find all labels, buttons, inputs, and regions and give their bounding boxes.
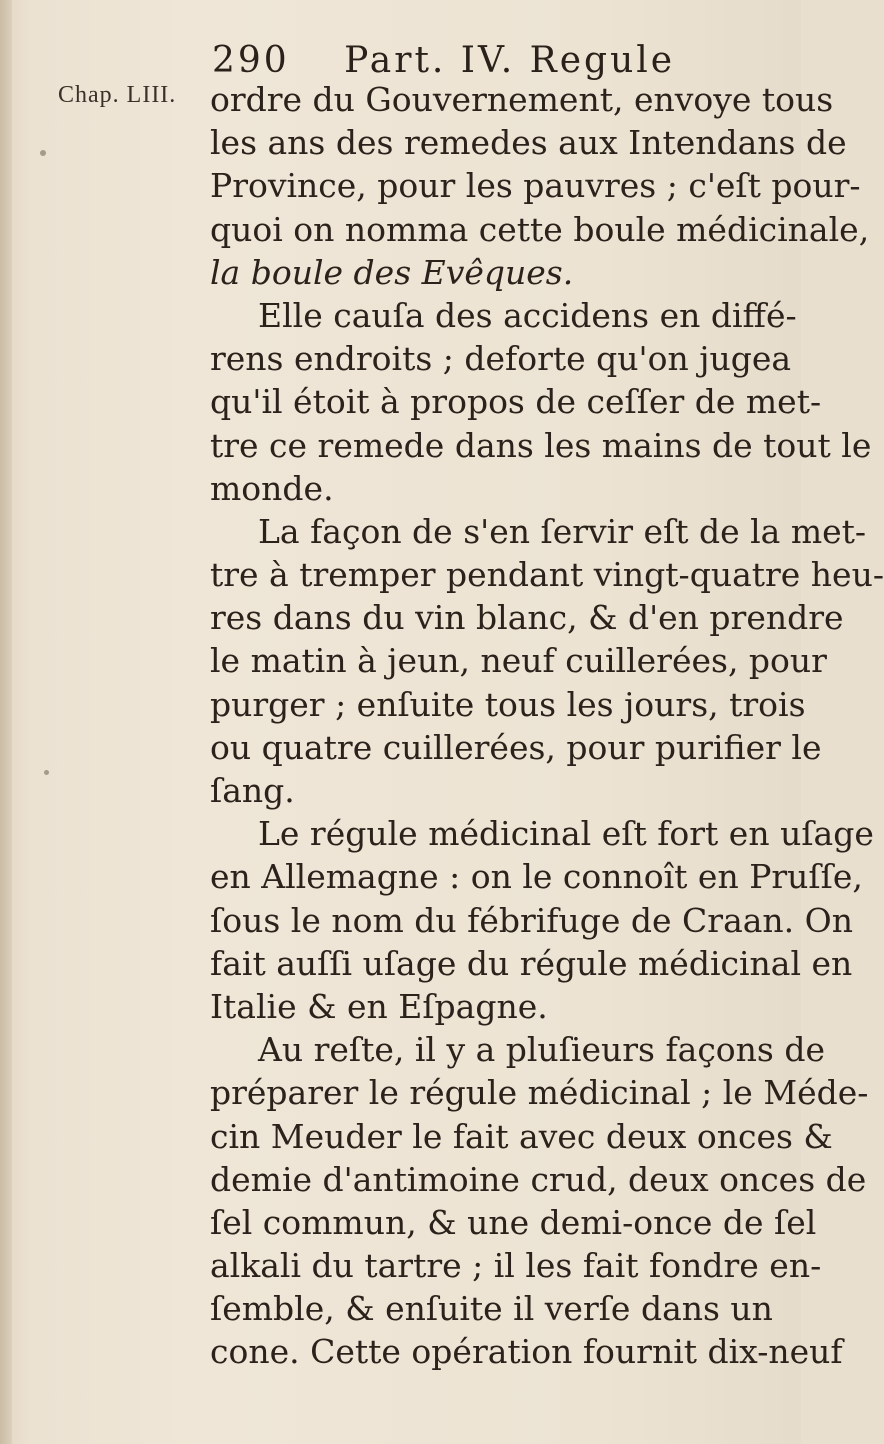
text-line: res dans du vin blanc, & d'en prendre: [210, 598, 844, 638]
text-line: ſemble, & enſuite il verſe dans un: [210, 1289, 773, 1329]
text-line: Elle cauſa des accidens en diffé-: [258, 295, 797, 335]
text-line: Le régule médicinal eſt fort en uſage: [258, 814, 874, 854]
text-line: quoi on nomma cette boule médicinale,: [210, 209, 870, 249]
text-line: ſous le nom du fébrifuge de Craan. On: [210, 900, 853, 940]
text-line: en Allemagne : on le connoît en Pruſſe,: [210, 857, 863, 897]
text-line: le matin à jeun, neuf cuillerées, pour: [210, 641, 827, 681]
text-line: La façon de s'en ſervir eſt de la met-: [258, 511, 867, 551]
text-line: la boule des Evêques.: [210, 252, 574, 292]
ink-spot: [40, 150, 46, 156]
text-line: les ans des remedes aux Intendans de: [210, 123, 847, 163]
text-line: ſel commun, & une demi-once de ſel: [210, 1202, 817, 1242]
text-line: alkali du tartre ; il les fait fondre en-: [210, 1246, 822, 1286]
text-line: cone. Cette opération fournit dix-neuf: [210, 1332, 843, 1372]
text-line: fait auſſi uſage du régule médicinal en: [210, 943, 853, 983]
text-line: demie d'antimoine crud, deux onces de: [210, 1159, 867, 1199]
text-line: purger ; enſuite tous les jours, trois: [210, 684, 806, 724]
text-line: préparer le régule médicinal ; le Méde-: [210, 1073, 869, 1113]
text-line: ordre du Gouvernement, envoye tous: [210, 80, 834, 119]
running-title: Part. IV. Regule: [344, 40, 676, 81]
page-binding-edge: [0, 0, 12, 1444]
text-line: Italie & en Eſpagne.: [210, 986, 548, 1026]
body-text: [210, 78, 884, 1374]
page-number: 290: [212, 40, 290, 81]
text-line: Au reſte, il y a pluſieurs façons de: [258, 1030, 826, 1070]
text-line: monde.: [210, 468, 334, 508]
chapter-margin-note: Chap. LIII.: [58, 82, 177, 108]
text-line: tre ce remede dans les mains de tout le: [210, 425, 872, 465]
text-line: ou quatre cuillerées, pour purifier le: [210, 727, 822, 767]
text-line: ſang.: [210, 771, 295, 810]
text-line: Province, pour les pauvres ; c'eſt pour-: [210, 166, 861, 206]
running-header: [212, 40, 675, 81]
text-line: tre à tremper pendant vingt-quatre heu-: [210, 555, 884, 595]
text-line: rens endroits ; deforte qu'on jugea: [210, 339, 792, 379]
text-line: qu'il étoit à propos de ceſſer de met-: [210, 382, 822, 422]
text-line: cin Meuder le fait avec deux onces &: [210, 1116, 833, 1156]
ink-spot: [44, 770, 49, 775]
